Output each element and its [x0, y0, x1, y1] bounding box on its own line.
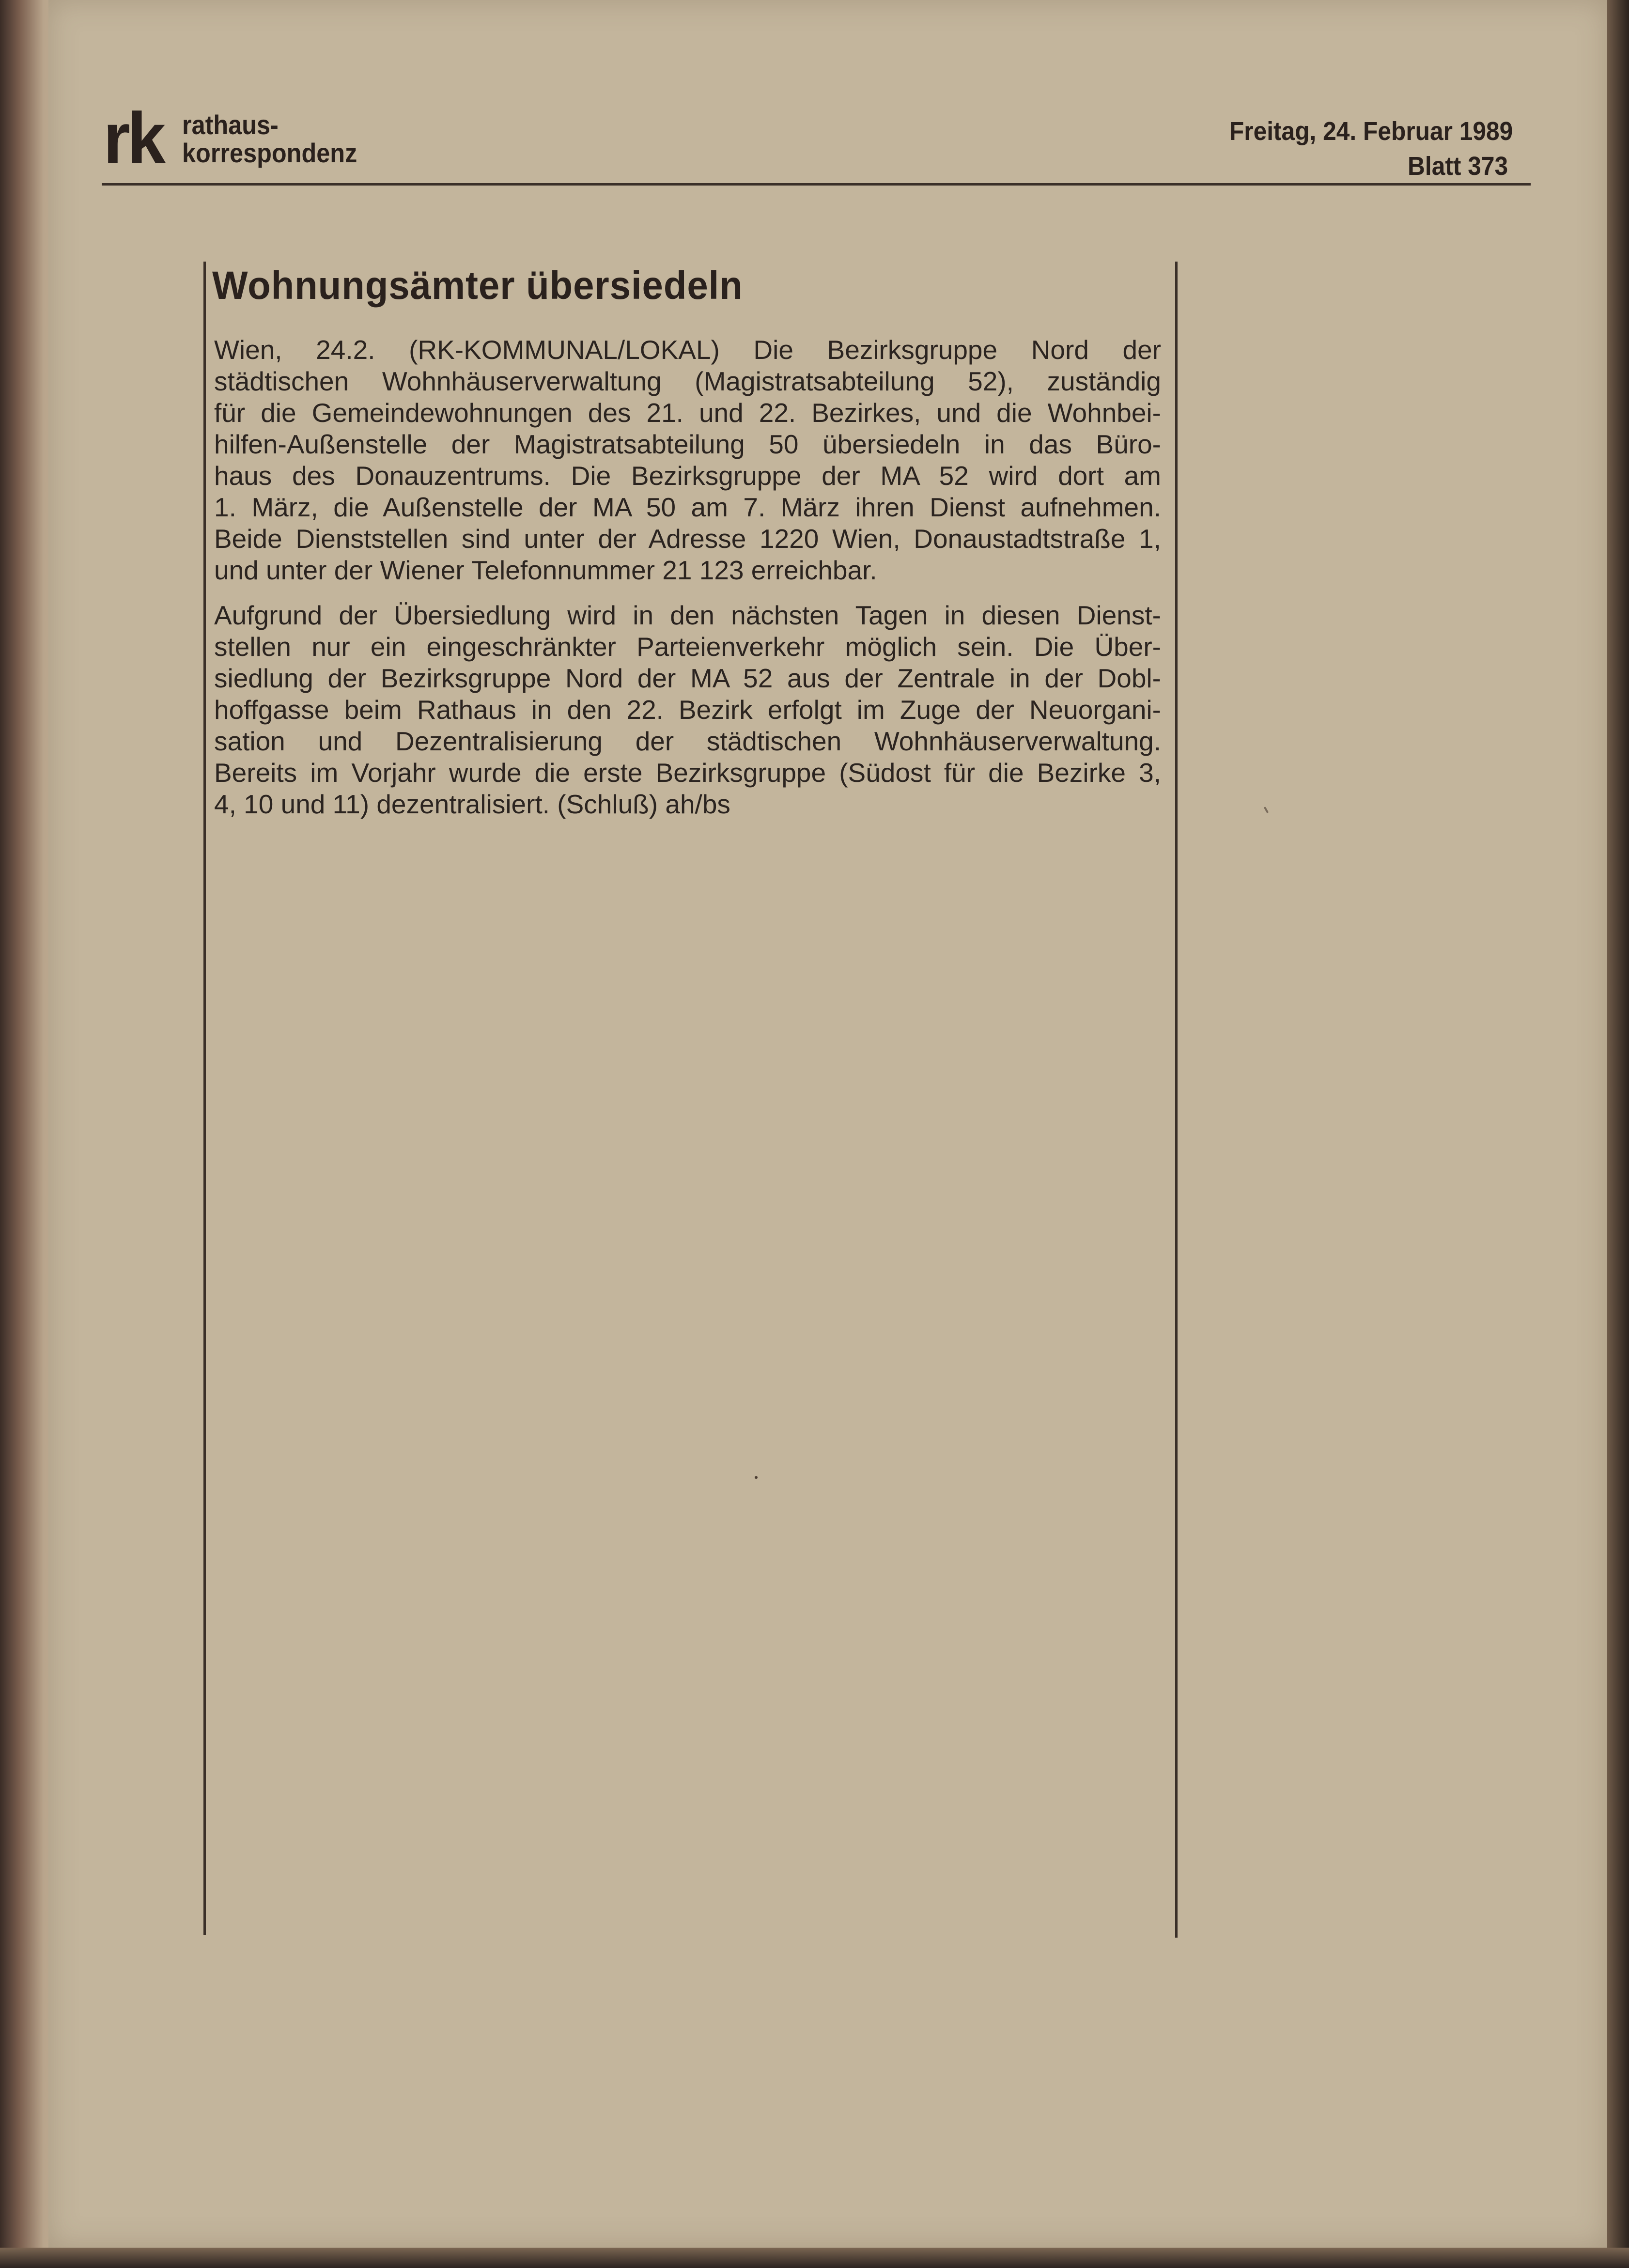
- article-paragraph: [214, 334, 1161, 586]
- text-line: städtischen Wohnhäuserverwaltung (Magistratsabteilung 52), zuständig: [214, 366, 1161, 396]
- text-line: hoffgasse beim Rathaus in den 22. Bezirk erfolgt im Zuge der Neuorgani-: [214, 695, 1161, 725]
- text-line: Bereits im Vorjahr wurde die erste Bezirksgruppe (Südost für die Bezirke 3,: [214, 758, 1161, 788]
- text-line: haus des Donauzentrums. Die Bezirksgruppe der MA 52 wird dort am: [214, 461, 1161, 491]
- text-line: siedlung der Bezirksgruppe Nord der MA 52 aus der Zentrale in der Dobl-: [214, 663, 1161, 693]
- text-line: 4, 10 und 11) dezentralisiert. (Schluß) ah/bs: [214, 789, 730, 819]
- text-line: stellen nur ein eingeschränkter Parteienverkehr möglich sein. Die Über-: [214, 632, 1161, 662]
- logo-mark: rk: [103, 97, 163, 179]
- article-body: [214, 334, 1161, 834]
- logo-text-line2: korrespondenz: [182, 138, 357, 168]
- logo-text-line1: rathaus-: [182, 109, 279, 140]
- scan-edge-right: [1607, 0, 1629, 2268]
- text-line: 1. März, die Außenstelle der MA 50 am 7. März ihren Dienst aufnehmen.: [214, 492, 1161, 522]
- article-rule-right: [1175, 262, 1178, 1938]
- scan-edge-bottom: [0, 2248, 1629, 2268]
- sheet-number: Blatt 373: [1407, 152, 1508, 181]
- text-line: für die Gemeindewohnungen des 21. und 22. Bezirkes, und die Wohnbei-: [214, 398, 1161, 428]
- logo-text: [182, 111, 357, 167]
- issue-date: Freitag, 24. Februar 1989: [1229, 117, 1513, 146]
- article-paragraph: [214, 600, 1161, 820]
- paper-speck: [755, 1476, 758, 1479]
- header-rule: [102, 183, 1531, 186]
- text-line: Beide Dienststellen sind unter der Adresse 1220 Wien, Donaustadtstraße 1,: [214, 524, 1161, 554]
- text-line: hilfen-Außenstelle der Magistratsabteilung 50 übersiedeln in das Büro-: [214, 429, 1161, 459]
- text-line: und unter der Wiener Telefonnummer 21 123 erreichbar.: [214, 555, 877, 585]
- text-line: sation und Dezentralisierung der städtischen Wohnhäuserverwaltung.: [214, 726, 1161, 756]
- article-rule-left: [203, 262, 206, 1935]
- article-title: Wohnungsämter übersiedeln: [212, 264, 743, 308]
- text-line: Wien, 24.2. (RK-KOMMUNAL/LOKAL) Die Bezirksgruppe Nord der: [214, 335, 1161, 365]
- text-line: Aufgrund der Übersiedlung wird in den nächsten Tagen in diesen Dienst-: [214, 600, 1161, 630]
- publication-logo: [102, 97, 376, 179]
